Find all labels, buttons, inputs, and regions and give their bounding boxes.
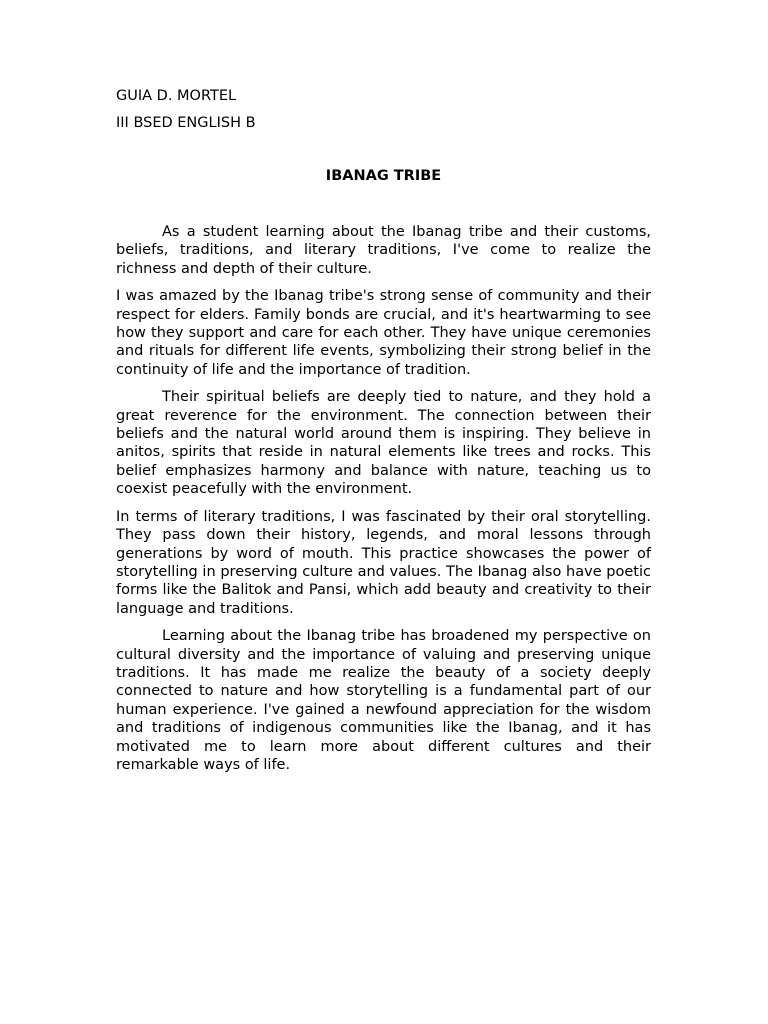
paragraph-1: As a student learning about the Ibanag tribe and their customs, beliefs, traditions, and literary traditions, I've come to realize the richness and depth of their culture. bbox=[116, 224, 651, 277]
author-name: GUIA D. MORTEL bbox=[116, 88, 237, 104]
course-section: III BSED ENGLISH B bbox=[116, 115, 256, 131]
essay-title: IBANAG TRIBE bbox=[325, 168, 442, 184]
paragraph-4: In terms of literary traditions, I was fascinated by their oral storytelling. They pass down their history, legends, and moral lessons through generations by word of mouth. This practice showcases the power of storytelling in preserving culture and values. The Ibanag also have poetic forms like the Balitok and Pansi, which add beauty and creativity to their language and traditions. bbox=[116, 508, 651, 617]
paragraph-2: I was amazed by the Ibanag tribe's strong sense of community and their respect for elders. Family bonds are crucial, and it's heartwarming to see how they support and care for each other. They have unique ceremonies and rituals for different life events, symbolizing their strong belief in the continuity of life and the importance of tradition. bbox=[116, 288, 651, 378]
document-page bbox=[116, 86, 651, 783]
paragraph-5: Learning about the Ibanag tribe has broadened my perspective on cultural diversity and the importance of valuing and preserving unique traditions. It has made me realize the beauty of a society deeply connected to nature and how storytelling is a fundamental part of our human experience. I've gained a newfound appreciation for the wisdom and traditions of indigenous communities like the Ibanag, and it has motivated me to learn more about different cultures and their remarkable ways of life. bbox=[116, 628, 651, 773]
paragraph-3: Their spiritual beliefs are deeply tied to nature, and they hold a great reverence for the environment. The connection between their beliefs and the natural world around them is inspiring. They believe in anitos, spirits that reside in natural elements like trees and rocks. This belief emphasizes harmony and balance with nature, teaching us to coexist peacefully with the environment. bbox=[116, 389, 651, 498]
